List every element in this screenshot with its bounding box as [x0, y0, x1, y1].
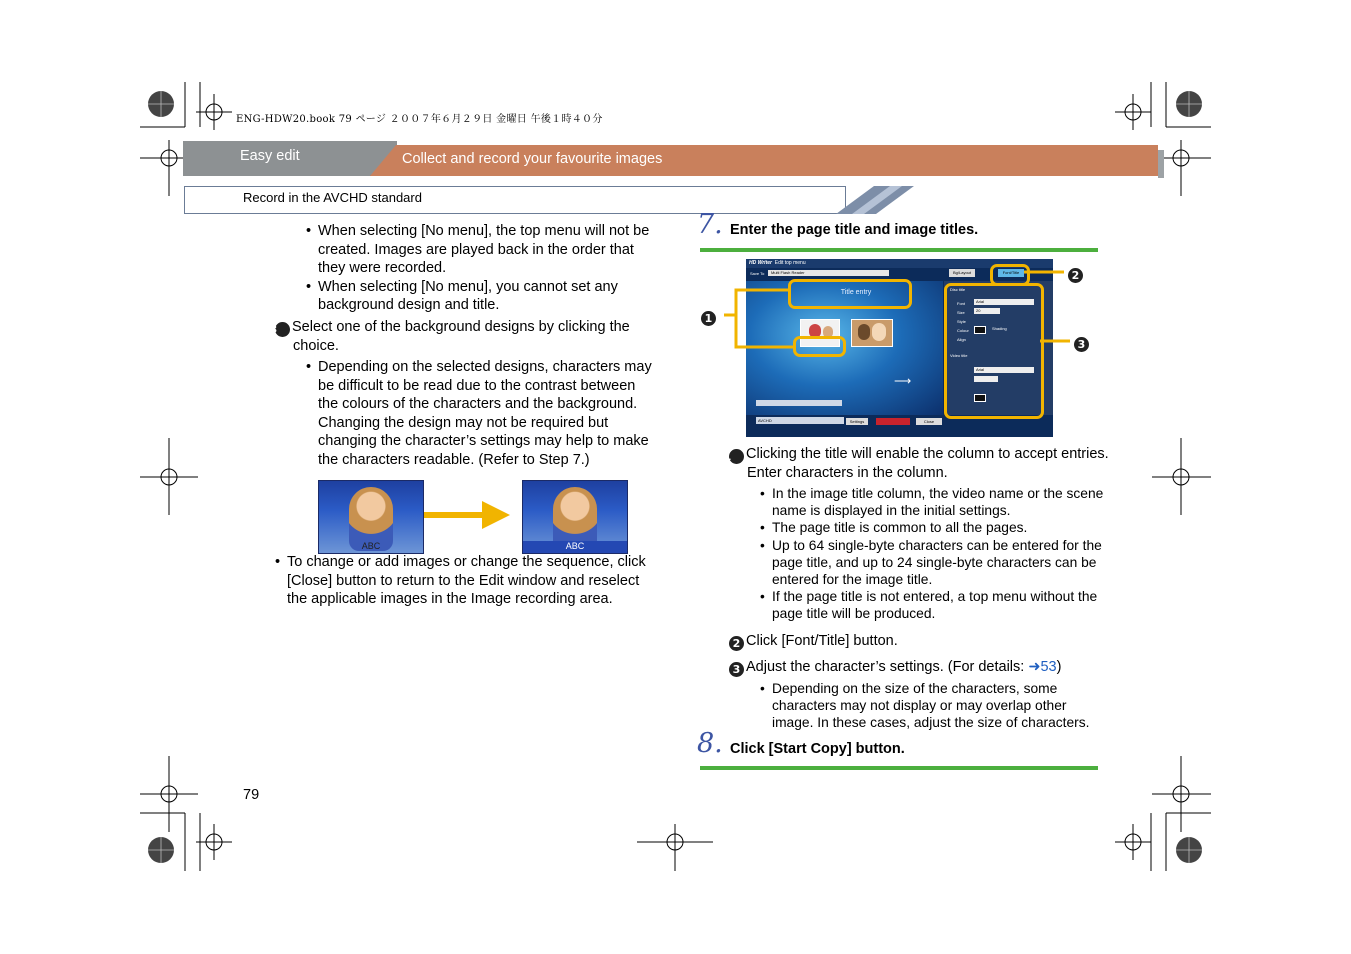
number-badge-1: 1	[729, 449, 744, 464]
page-number: 79	[243, 787, 260, 803]
step7-item-1	[723, 445, 1117, 483]
number-badge-2: 2	[1068, 268, 1083, 283]
bullet-item	[306, 358, 658, 469]
app-name: HD Writer	[749, 260, 772, 266]
design-thumbnail-before	[318, 480, 424, 554]
bullet-item	[275, 553, 660, 609]
bullet-item	[306, 278, 656, 315]
bullet-item	[760, 588, 1108, 622]
step-number-7: 7.	[697, 209, 723, 240]
format-select[interactable]: AVCHD	[756, 417, 844, 424]
bottom-bullet	[275, 553, 660, 609]
number-badge-3: 3	[275, 322, 290, 337]
video-title-label: Video title	[950, 353, 968, 358]
bg-layout-button[interactable]: Bg/Layout	[949, 269, 975, 277]
bullet-text: When selecting [No menu], the top menu will not be created. Images are played back in the order that they were recorded.	[318, 223, 650, 276]
disc-name-field[interactable]	[756, 400, 842, 406]
bullet-item	[760, 537, 1108, 589]
thumb-label: ABC	[361, 541, 381, 551]
step7-item-2	[729, 632, 1099, 651]
design-thumbnail-after	[522, 480, 628, 554]
font-title-button[interactable]: Font/Title	[998, 269, 1024, 277]
bullet-text: The page title is common to all the pages.	[772, 520, 1028, 536]
bullet-item	[306, 222, 656, 278]
start-copy-button[interactable]	[876, 418, 910, 425]
item-text: Adjust the character’s settings. (For details:	[746, 659, 1029, 675]
window-name: Edit top menu	[774, 260, 806, 266]
page-reference-link[interactable]: ➜53	[1028, 659, 1057, 675]
left-item-3	[269, 318, 678, 356]
number-badge-3: 3	[1074, 337, 1089, 352]
drive-value: Multi Flash Reader	[771, 270, 805, 275]
item-text: Select one of the background designs by clicking the choice.	[292, 319, 630, 354]
bullet-item	[760, 485, 1108, 519]
number-badge-1: 1	[701, 311, 716, 326]
disc-font-select[interactable]: Arial	[974, 299, 1034, 305]
callout-badge-1	[701, 307, 718, 326]
disc-size-select[interactable]: 20	[974, 308, 1000, 314]
bullet-text: Depending on the selected designs, characters may be difficult to be read due to the contrast between the colours of the characters and the background. Changing the design may not be required but changing the character’s settings may help to make the characters readable. (Refer to Step 7.)	[318, 359, 652, 468]
step-7-title: Enter the page title and image titles.	[730, 222, 979, 238]
callout-lines	[700, 255, 1100, 365]
subsection-title: Record in the AVCHD standard	[243, 190, 422, 205]
bullet-text: Depending on the size of the characters, some characters may not display or may overlap other image. In these cases, adjust the size of characters.	[772, 681, 1090, 731]
top-bullets	[306, 222, 656, 315]
item-text: Clicking the title will enable the column to accept entries. Enter characters in the column.	[746, 446, 1109, 481]
arrow-right-icon	[424, 501, 512, 529]
callout-badge-2	[1068, 264, 1085, 283]
bullet-item	[760, 680, 1108, 732]
callout-badge-3	[1074, 333, 1091, 352]
step-8-title: Click [Start Copy] button.	[730, 741, 905, 757]
shading-label: Shading	[992, 326, 1007, 331]
item-text: Click [Font/Title] button.	[746, 633, 898, 649]
step7-item-3-bullets	[760, 680, 1108, 732]
step-number-8: 8.	[697, 728, 723, 759]
chapter-banner-edge	[1158, 150, 1164, 178]
chapter-title: Collect and record your favourite images	[402, 151, 663, 167]
title-entry-field[interactable]: Title entry	[840, 289, 872, 296]
number-badge-2: 2	[729, 636, 744, 651]
item-text-end: )	[1056, 659, 1062, 675]
settings-button[interactable]: Settings	[846, 418, 868, 425]
bullet-item	[760, 519, 1108, 536]
bullet-text: If the page title is not entered, a top menu without the page title will be produced.	[772, 589, 1098, 622]
video-font-select[interactable]: Arial	[974, 367, 1034, 373]
print-info-line: ENG-HDW20.book 79 ページ ２００７年６月２９日 金曜日 午後１時４０分	[236, 114, 603, 125]
next-arrow-icon[interactable]: ⟶	[894, 374, 912, 388]
section-title: Easy edit	[240, 148, 300, 164]
disc-title-labels: Font Size Style Colour Align	[957, 301, 969, 342]
subsection-stripes	[836, 186, 916, 214]
bullet-text: In the image title column, the video name or the scene name is displayed in the initial settings.	[772, 486, 1104, 519]
bullet-text: When selecting [No menu], you cannot set any background design and title.	[318, 278, 618, 313]
step-7-rule	[700, 248, 1098, 252]
bullet-text: Up to 64 single-byte characters can be entered for the page title, and up to 24 single-byte characters can be entered for the image title.	[772, 537, 1102, 588]
close-button[interactable]: Close	[916, 418, 942, 425]
bullet-text: To change or add images or change the sequence, click [Close] button to return to the Edit window and reselect the applicable images in the Image recording area.	[287, 554, 646, 607]
thumb-label: ABC	[523, 541, 627, 553]
step7-item-1-bullets	[760, 485, 1108, 623]
step-8-rule	[700, 766, 1098, 770]
number-badge-3: 3	[729, 662, 744, 677]
design-bullets	[306, 358, 658, 469]
step7-item-3	[729, 658, 1109, 677]
save-to-label: Save To	[750, 271, 765, 276]
disc-title-label: Disc title	[950, 287, 966, 292]
